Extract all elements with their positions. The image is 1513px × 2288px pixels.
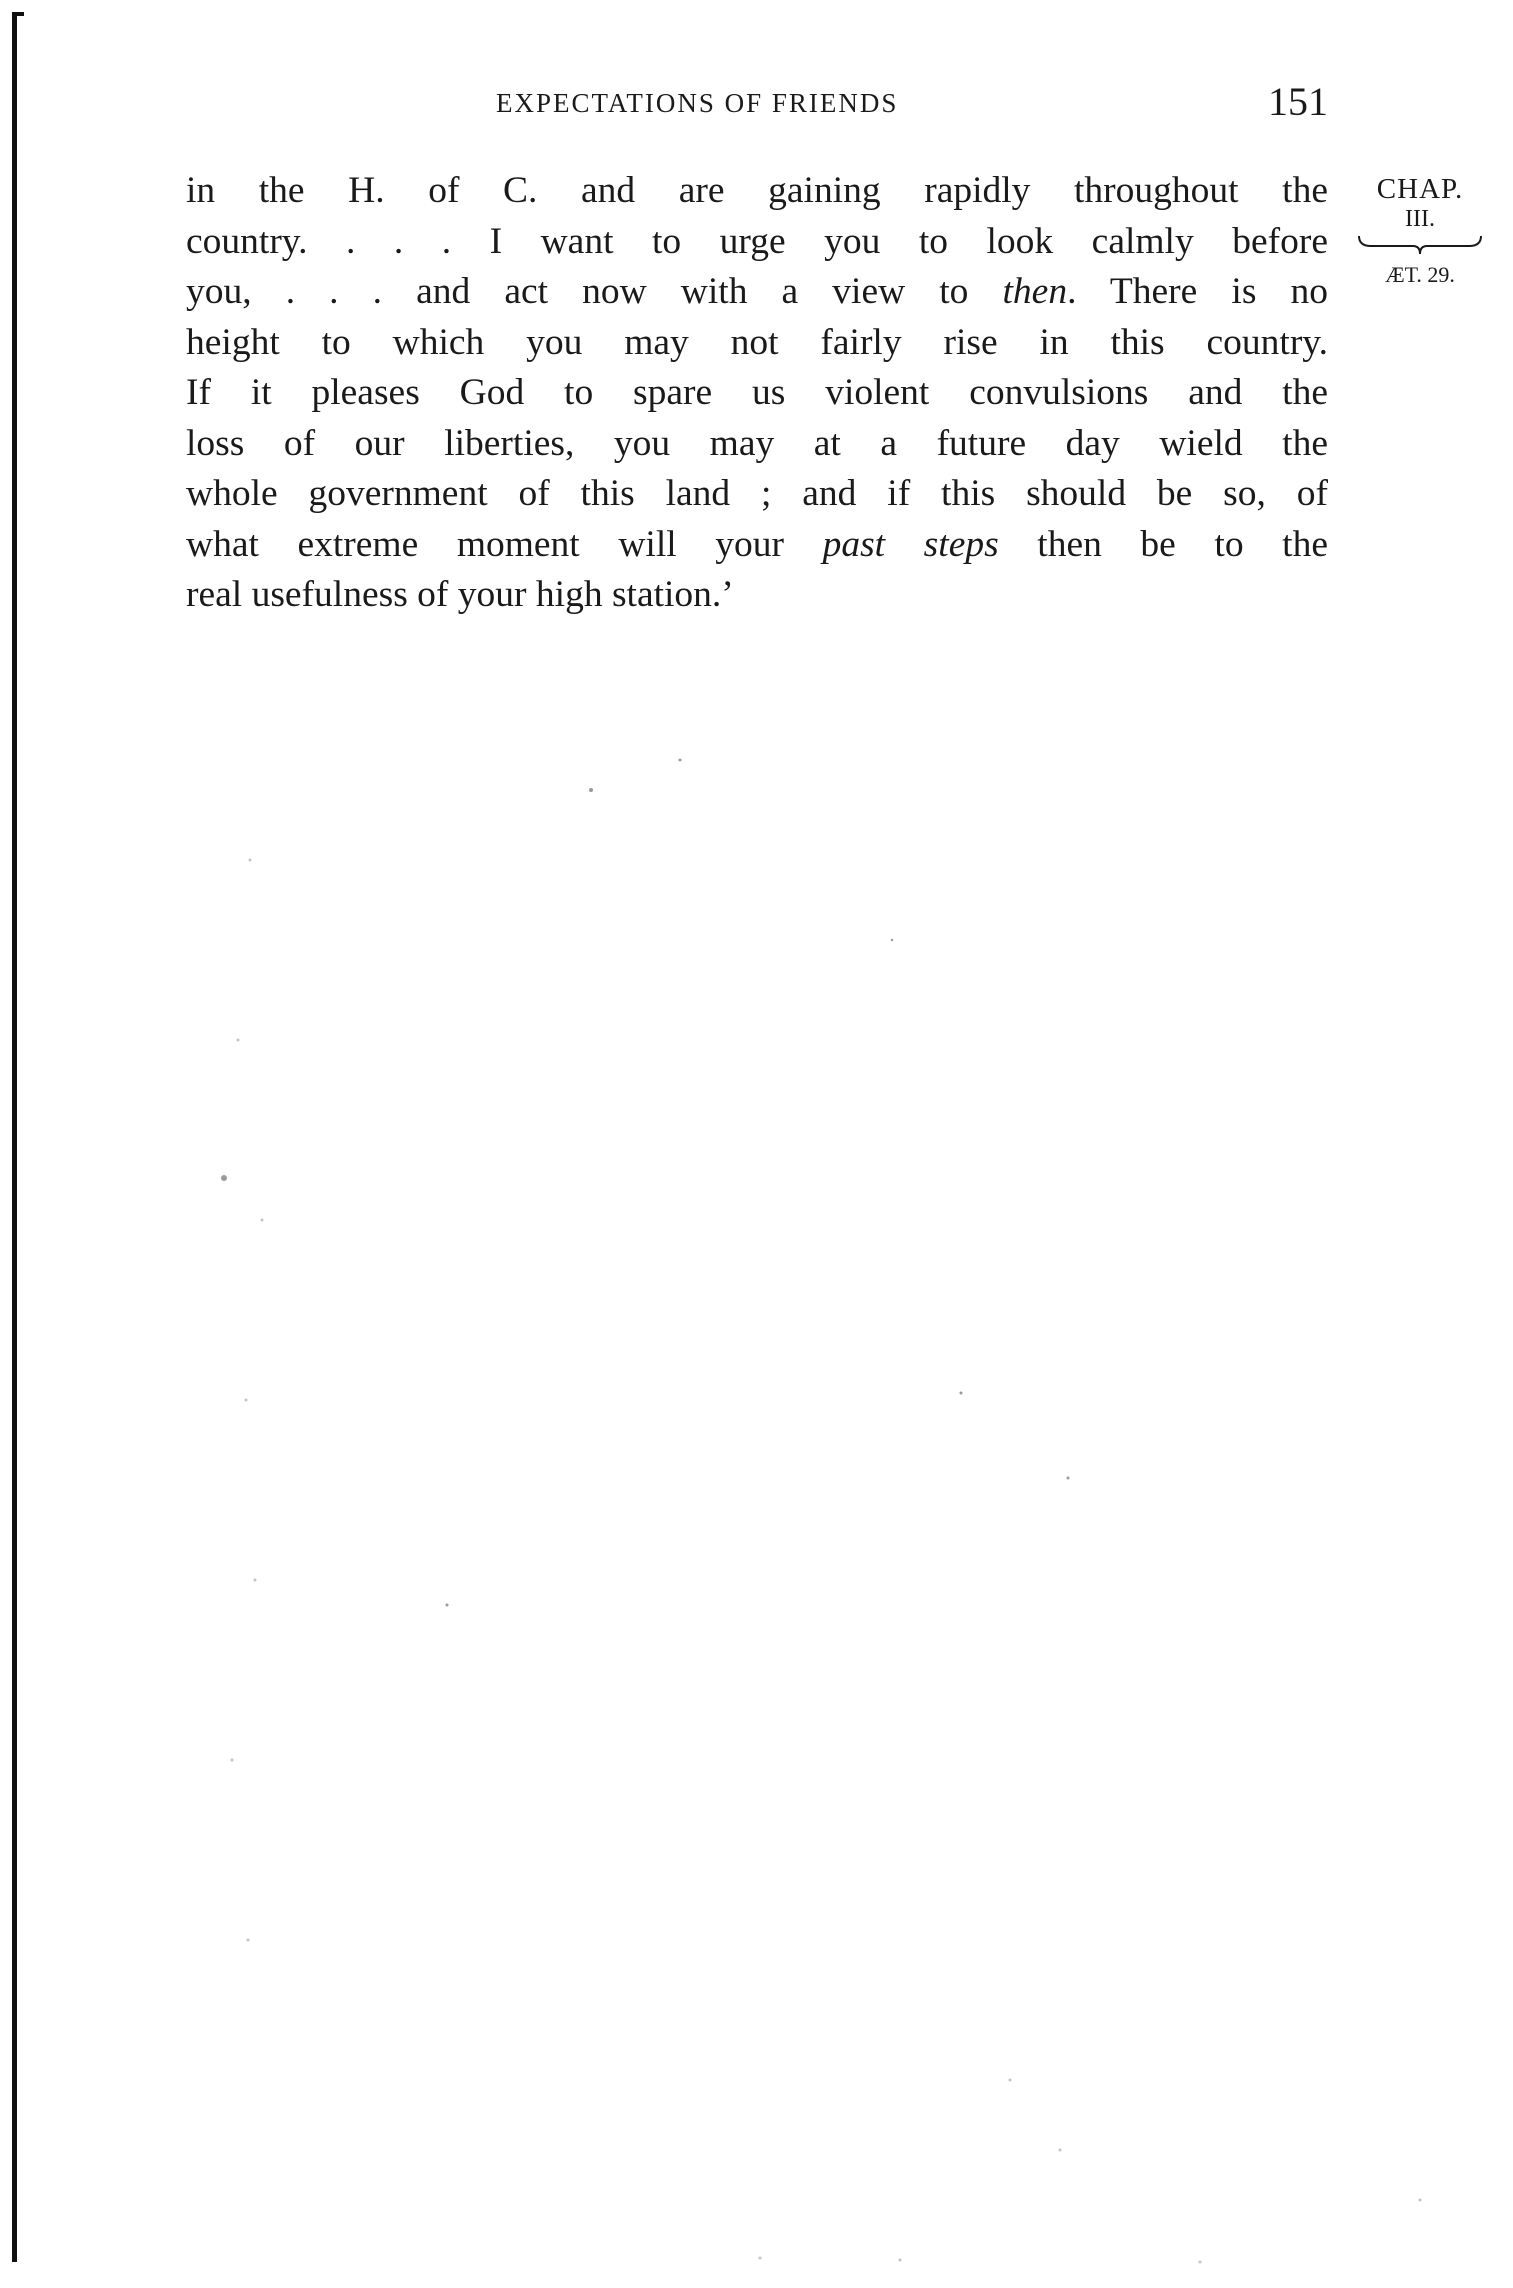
text-line-1: in the H. of C. and are gaining rapidly throughout the <box>186 170 1328 211</box>
text-line-4: height to which you may not fairly rise in this country. <box>186 321 1328 363</box>
brace-icon <box>1357 234 1483 256</box>
age-label: ÆT. 29. <box>1385 262 1455 287</box>
chapter-number: III. <box>1405 206 1435 232</box>
margin-note <box>1355 172 1485 290</box>
text-line-2: country. . . . I want to urge you to look calmly before <box>186 220 1328 262</box>
text-line-3-end: . There is no <box>1067 271 1328 312</box>
text-line-5: If it pleases God to spare us violent convulsions and the <box>186 372 1328 413</box>
text-line-9: real usefulness of your high station.’ <box>186 574 734 615</box>
running-title: EXPECTATIONS OF FRIENDS <box>496 88 899 118</box>
text-line-6: loss of our liberties, you may at a future day wield the <box>186 422 1328 464</box>
text-line-7: whole government of this land ; and if this should be so, of <box>186 473 1328 514</box>
text-line-8-start: what extreme moment will your <box>186 523 823 565</box>
chapter-label: CHAP. <box>1376 173 1464 205</box>
page-binding-mark <box>14 12 24 16</box>
page-binding-edge <box>12 12 17 2262</box>
text-line-3 <box>186 267 1328 318</box>
italic-word-then: then <box>1002 271 1068 312</box>
body-text <box>186 166 1328 621</box>
italic-phrase-past-steps: past steps <box>822 523 999 565</box>
text-line-8 <box>186 520 1328 571</box>
running-head <box>186 78 1328 138</box>
text-line-3-start: you, . . . and act now with a view to <box>186 271 1003 312</box>
text-line-8-end: then be to the <box>998 523 1328 565</box>
page-number: 151 <box>1268 79 1328 124</box>
